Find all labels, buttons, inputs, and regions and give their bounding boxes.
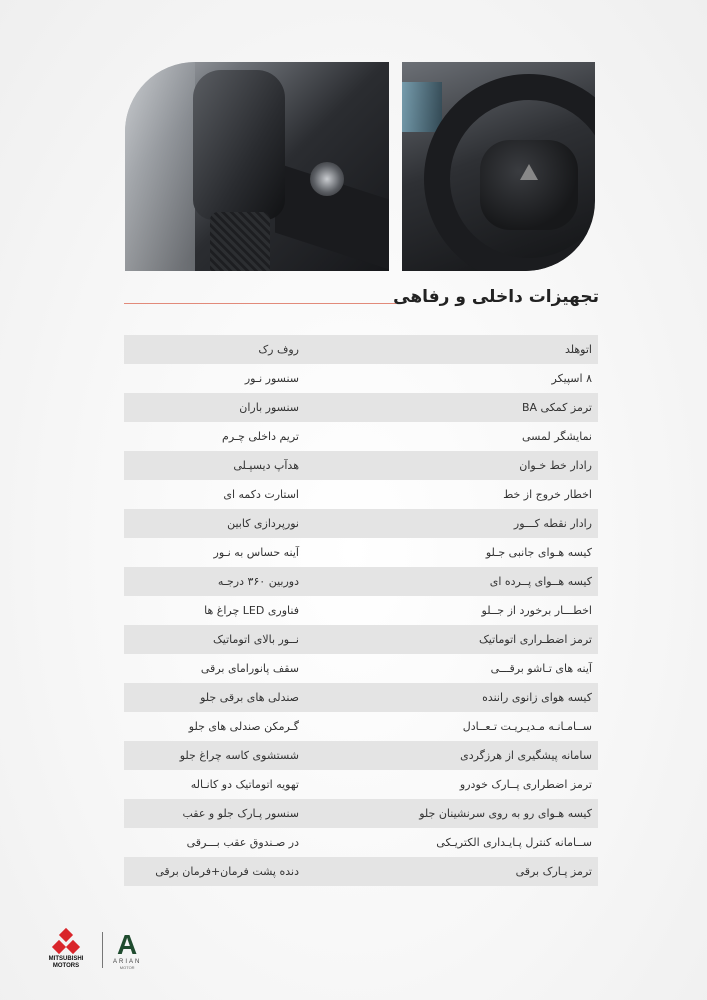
spec-item-left: در صـندوق عقب بـــرقی — [186, 836, 299, 849]
spec-item-right: کیسه هـوای رو به روی سرنشینان جلو — [419, 807, 592, 820]
spec-item-left: تریم داخلی چـرم — [222, 430, 299, 443]
spec-item-right: آینه های تـاشو برقـــی — [490, 662, 592, 675]
spec-item-left: صندلی های برقی جلو — [200, 691, 299, 704]
spec-row — [124, 828, 598, 857]
spec-item-right: سامانه پیشگیری از هرزگردی — [460, 749, 592, 762]
spec-row — [124, 538, 598, 567]
spec-item-right: ترمز اضطـراری اتوماتیک — [478, 633, 592, 646]
spec-item-right: ســامانه کنترل پـایـداری الکتریـکی — [436, 836, 592, 849]
spec-row — [124, 509, 598, 538]
spec-item-left: سنسور باران — [239, 401, 299, 414]
spec-row — [124, 364, 598, 393]
spec-item-right: ســامـانـه مـدیـریـت تـعــادل — [462, 720, 592, 733]
arian-word: ARIAN — [113, 958, 142, 965]
arian-motor-logo — [113, 928, 142, 970]
spec-item-left: استارت دکمه ای — [223, 488, 299, 501]
steering-wheel-photo — [402, 62, 595, 271]
spec-row — [124, 683, 598, 712]
spec-item-right: نمایشگر لمسی — [522, 430, 592, 443]
spec-row — [124, 625, 598, 654]
spec-item-right: اتوهلد — [564, 343, 592, 356]
spec-row — [124, 451, 598, 480]
spec-row — [124, 596, 598, 625]
spec-item-right: کیسه هــوای پــرده ای — [489, 575, 592, 588]
shifter-boot-shape — [210, 212, 270, 271]
spec-item-right: اخطار خروج از خط — [503, 488, 592, 501]
mitsubishi-diamonds-icon — [51, 930, 81, 956]
spec-item-left: دوربین ۳۶۰ درجـه — [217, 575, 299, 588]
mitsubishi-logo — [40, 930, 92, 970]
spec-item-left: سقف پانورامای برقی — [200, 662, 299, 675]
gear-shifter-shape — [193, 70, 285, 220]
arian-sub: MOTOR — [119, 964, 135, 970]
section-title: تجهیزات داخلی و رفاهی — [393, 287, 599, 307]
spec-row — [124, 422, 598, 451]
spec-item-right: ترمز اضطراری پــارک خودرو — [459, 778, 592, 791]
spec-item-left: هدآپ دیسپـلی — [233, 459, 299, 472]
spec-row — [124, 393, 598, 422]
mitsubishi-text-line2: MOTORS — [52, 963, 80, 969]
arian-mark-icon: A — [117, 928, 138, 960]
spec-item-left: نــور بالای اتوماتیک — [212, 633, 299, 646]
spec-item-left: دنده پشت فرمان+فرمان برقی — [155, 865, 299, 878]
spec-item-right: ترمز کمکی BA — [521, 401, 592, 414]
spec-item-left: آینه حساس به نـور — [213, 546, 299, 559]
spec-item-right: رادار نقطه کـــور — [513, 517, 592, 530]
spec-item-left: روف رک — [258, 343, 299, 356]
drive-mode-knob-shape — [310, 162, 344, 196]
spec-item-right: کیسه هـوای جانبی جـلو — [485, 546, 592, 559]
spec-item-left: گـرمکن صندلی های جلو — [188, 720, 299, 733]
spec-row — [124, 712, 598, 741]
section-divider — [124, 303, 396, 304]
footer-logos — [40, 928, 141, 972]
spec-row — [124, 567, 598, 596]
spec-item-left: نورپردازی کابین — [227, 517, 299, 530]
gear-shifter-photo — [125, 62, 389, 271]
steering-wheel-hub-shape — [480, 140, 578, 230]
spec-item-left: فناوری LED چراغ ها — [204, 604, 299, 617]
spec-item-left: سنسور نـور — [244, 372, 299, 385]
wheel-emblem-icon — [520, 164, 538, 180]
spec-row — [124, 799, 598, 828]
spec-item-right: اخطـــار برخورد از جــلو — [481, 604, 592, 617]
mitsubishi-text-line1: MITSUBISHI — [48, 956, 84, 962]
spec-item-left: شستشوی کاسه چراغ جلو — [179, 749, 299, 762]
spec-table — [124, 335, 598, 886]
dashboard-display-shape — [402, 82, 442, 132]
spec-item-right: ۸ اسپیکر — [551, 372, 592, 385]
spec-row — [124, 335, 598, 364]
spec-row — [124, 654, 598, 683]
logo-separator — [102, 932, 103, 968]
door-trim-shape — [125, 62, 195, 271]
spec-item-right: کیسه هوای زانوی راننده — [482, 691, 592, 704]
spec-row — [124, 857, 598, 886]
spec-item-left: سنسور پـارک جلو و عقب — [182, 807, 299, 820]
spec-item-right: ترمز پـارک برقی — [515, 865, 592, 878]
spec-row — [124, 741, 598, 770]
spec-row — [124, 480, 598, 509]
spec-row — [124, 770, 598, 799]
spec-item-left: تهویه اتوماتیک دو کانـاله — [190, 778, 299, 791]
spec-item-right: رادار خط خـوان — [519, 459, 592, 472]
